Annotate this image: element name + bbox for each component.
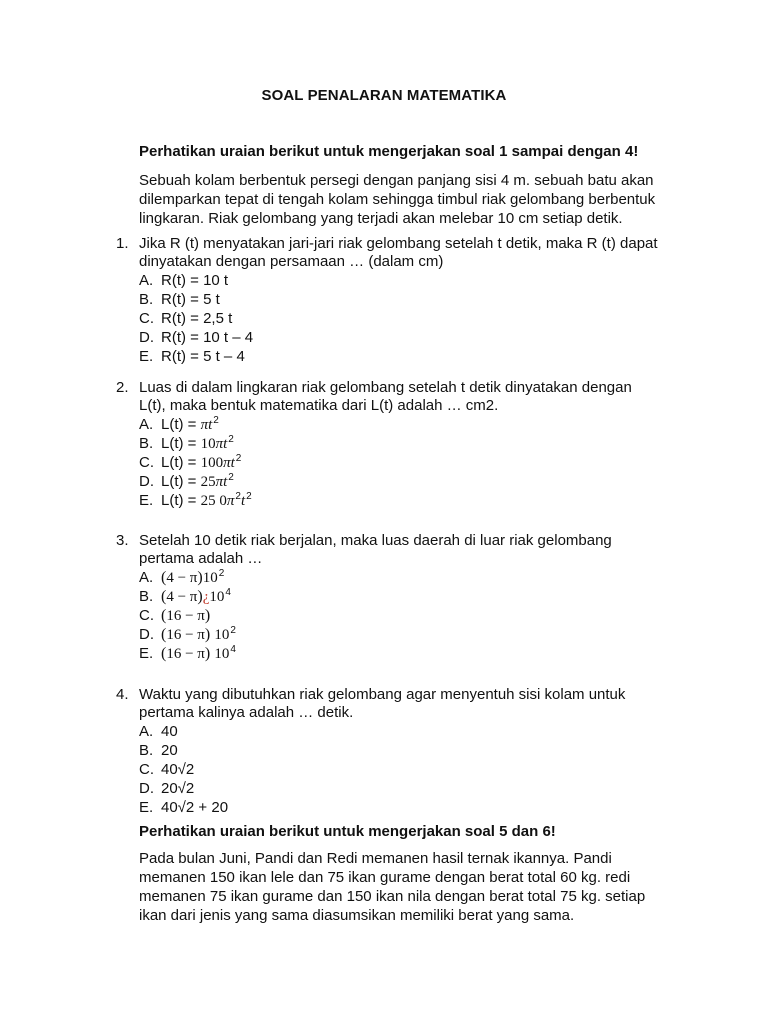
question-line: dinyatakan dengan persamaan … (dalam cm) [139, 253, 444, 270]
option-a [139, 415, 696, 434]
option-prefix: L(t) = [161, 473, 197, 490]
option-letter: D. [139, 780, 154, 797]
option-letter: A. [139, 723, 154, 740]
option-text: 40 [161, 723, 178, 740]
paren-expression: 16 − π [166, 646, 205, 662]
power-exponent: 2 [218, 568, 225, 579]
options-list [139, 568, 696, 663]
question-line: Setelah 10 detik riak berjalan, maka luas daerah di luar riak gelombang [139, 532, 612, 549]
open-paren: ( [161, 588, 167, 605]
power-base: 10 [214, 646, 230, 662]
option-letter: B. [139, 742, 154, 759]
paragraph-line: memanen 150 ikan lele dan 75 ikan gurame dengan berat total 60 kg. redi [139, 869, 631, 886]
option-letter: A. [139, 569, 154, 586]
option-c [139, 760, 696, 779]
formula-exponent: 2 [228, 472, 234, 483]
option-letter: E. [139, 799, 154, 816]
option-b [139, 434, 696, 453]
pi-symbol: π [200, 417, 209, 433]
options-list [139, 722, 696, 817]
option-text: R(t) = 5 t – 4 [161, 348, 245, 365]
option-b [139, 290, 696, 309]
option-e [139, 491, 696, 510]
options-list [139, 415, 696, 510]
formula-variable: t [240, 493, 246, 509]
option-letter: B. [139, 435, 154, 452]
option-letter: D. [139, 473, 154, 490]
power-exponent: 4 [225, 587, 231, 598]
option-text: 20 [161, 742, 178, 759]
option-b [139, 741, 696, 760]
option-d [139, 328, 696, 347]
option-text: R(t) = 5 t [161, 291, 220, 308]
formula-coefficient: 10 [200, 436, 216, 452]
option-a [139, 568, 696, 587]
option-d [139, 779, 696, 798]
formula-variable: t [230, 455, 235, 471]
question-text [139, 686, 696, 722]
question-text [139, 235, 696, 271]
paragraph-line: Pada bulan Juni, Pandi dan Redi memanen hasil ternak ikannya. Pandi [139, 850, 612, 867]
option-b [139, 587, 696, 606]
formula-exponent: 2 [213, 415, 219, 426]
question-4 [116, 686, 696, 817]
formula-exponent: 2 [235, 453, 242, 464]
question-line: L(t), maka bentuk matematika dari L(t) adalah … cm2. [139, 397, 499, 414]
question-number: 3. [116, 532, 129, 549]
option-letter: B. [139, 588, 154, 605]
option-prefix: L(t) = [161, 492, 197, 509]
question-3 [116, 532, 696, 663]
option-letter: C. [139, 607, 154, 624]
option-text: 40√2 + 20 [161, 799, 229, 816]
option-letter: C. [139, 310, 154, 327]
option-d [139, 625, 696, 644]
formula-variable: t [223, 474, 228, 490]
section-2-heading: Perhatikan uraian berikut untuk mengerjakan soal 5 dan 6! [139, 823, 556, 840]
section-1-paragraph [139, 171, 699, 228]
question-text [139, 379, 696, 415]
option-letter: C. [139, 454, 154, 471]
close-paren: ) [204, 626, 211, 643]
option-e [139, 798, 696, 817]
option-letter: D. [139, 626, 154, 643]
stray-character: ¿ [202, 589, 210, 605]
paragraph-line: dilemparkan tepat di tengah kolam sehingga timbul riak gelombang berbentuk [139, 191, 656, 208]
section-2-paragraph [139, 849, 699, 925]
open-paren: ( [161, 626, 167, 643]
formula-exponent: 2 [228, 434, 234, 445]
option-letter: E. [139, 645, 154, 662]
power-base: 10 [214, 627, 230, 643]
close-paren: ) [197, 588, 203, 605]
open-paren: ( [161, 645, 167, 662]
question-number: 4. [116, 686, 129, 703]
option-letter: D. [139, 329, 154, 346]
paragraph-line: Sebuah kolam berbentuk persegi dengan panjang sisi 4 m. sebuah batu akan [139, 172, 654, 189]
option-e [139, 644, 696, 663]
close-paren: ) [197, 569, 203, 586]
question-number: 1. [116, 235, 129, 252]
pi-symbol: π [215, 474, 224, 490]
option-prefix: L(t) = [161, 416, 197, 433]
option-text: 20√2 [161, 780, 195, 797]
option-e [139, 347, 696, 366]
question-2 [116, 379, 696, 510]
section-1-heading: Perhatikan uraian berikut untuk mengerjakan soal 1 sampai dengan 4! [139, 143, 639, 160]
formula-coefficient: 25 0 [200, 493, 227, 509]
formula-exponent: 2 [246, 491, 252, 502]
option-text: R(t) = 10 t [161, 272, 229, 289]
option-letter: A. [139, 272, 154, 289]
question-line: Waktu yang dibutuhkan riak gelombang agar menyentuh sisi kolam untuk [139, 686, 626, 703]
question-line: Luas di dalam lingkaran riak gelombang setelah t detik dinyatakan dengan [139, 379, 632, 396]
option-prefix: L(t) = [161, 454, 197, 471]
power-exponent: 2 [230, 625, 236, 636]
option-text: R(t) = 10 t – 4 [161, 329, 254, 346]
power-exponent: 4 [230, 644, 236, 655]
paragraph-line: ikan dari jenis yang sama diasumsikan memiliki berat yang sama. [139, 907, 575, 924]
question-1 [116, 235, 696, 366]
paragraph-line: lingkaran. Riak gelombang yang terjadi akan melebar 10 cm setiap detik. [139, 210, 623, 227]
paren-expression: 4 − π [166, 570, 198, 586]
options-list [139, 271, 696, 366]
option-text: 40√2 [161, 761, 195, 778]
close-paren: ) [204, 645, 211, 662]
option-letter: B. [139, 291, 154, 308]
option-d [139, 472, 696, 491]
open-paren: ( [161, 607, 167, 624]
option-c [139, 453, 696, 472]
question-number: 2. [116, 379, 129, 396]
option-a [139, 722, 696, 741]
option-letter: E. [139, 348, 154, 365]
option-c [139, 309, 696, 328]
paren-expression: 16 − π [166, 608, 205, 624]
pi-exponent: 2 [235, 491, 241, 502]
formula-coefficient: 25 [200, 474, 216, 490]
option-letter: A. [139, 416, 154, 433]
option-a [139, 271, 696, 290]
pi-symbol: π [223, 455, 231, 471]
question-line: Jika R (t) menyatakan jari-jari riak gelombang setelah t detik, maka R (t) dapat [139, 235, 658, 252]
option-text: R(t) = 2,5 t [161, 310, 233, 327]
paragraph-line: memanen 75 ikan gurame dan 150 ikan nila dengan berat total 75 kg. setiap [139, 888, 646, 905]
question-line: pertama adalah … [139, 550, 263, 567]
option-letter: C. [139, 761, 154, 778]
question-line: pertama kalinya adalah … detik. [139, 704, 354, 721]
formula-coefficient: 100 [200, 455, 224, 471]
paren-expression: 4 − π [166, 589, 198, 605]
option-prefix: L(t) = [161, 435, 197, 452]
option-letter: E. [139, 492, 154, 509]
paren-expression: 16 − π [166, 627, 205, 643]
page-title: SOAL PENALARAN MATEMATIKA [261, 87, 507, 104]
open-paren: ( [161, 569, 167, 586]
formula-variable: t [223, 436, 228, 452]
pi-symbol: π [215, 436, 224, 452]
pi-symbol: π [226, 493, 235, 509]
option-c [139, 606, 696, 625]
power-base: 10 [209, 589, 225, 605]
formula-variable: t [208, 417, 213, 433]
power-base: 10 [202, 570, 218, 586]
question-text [139, 532, 696, 568]
close-paren: ) [204, 607, 211, 624]
